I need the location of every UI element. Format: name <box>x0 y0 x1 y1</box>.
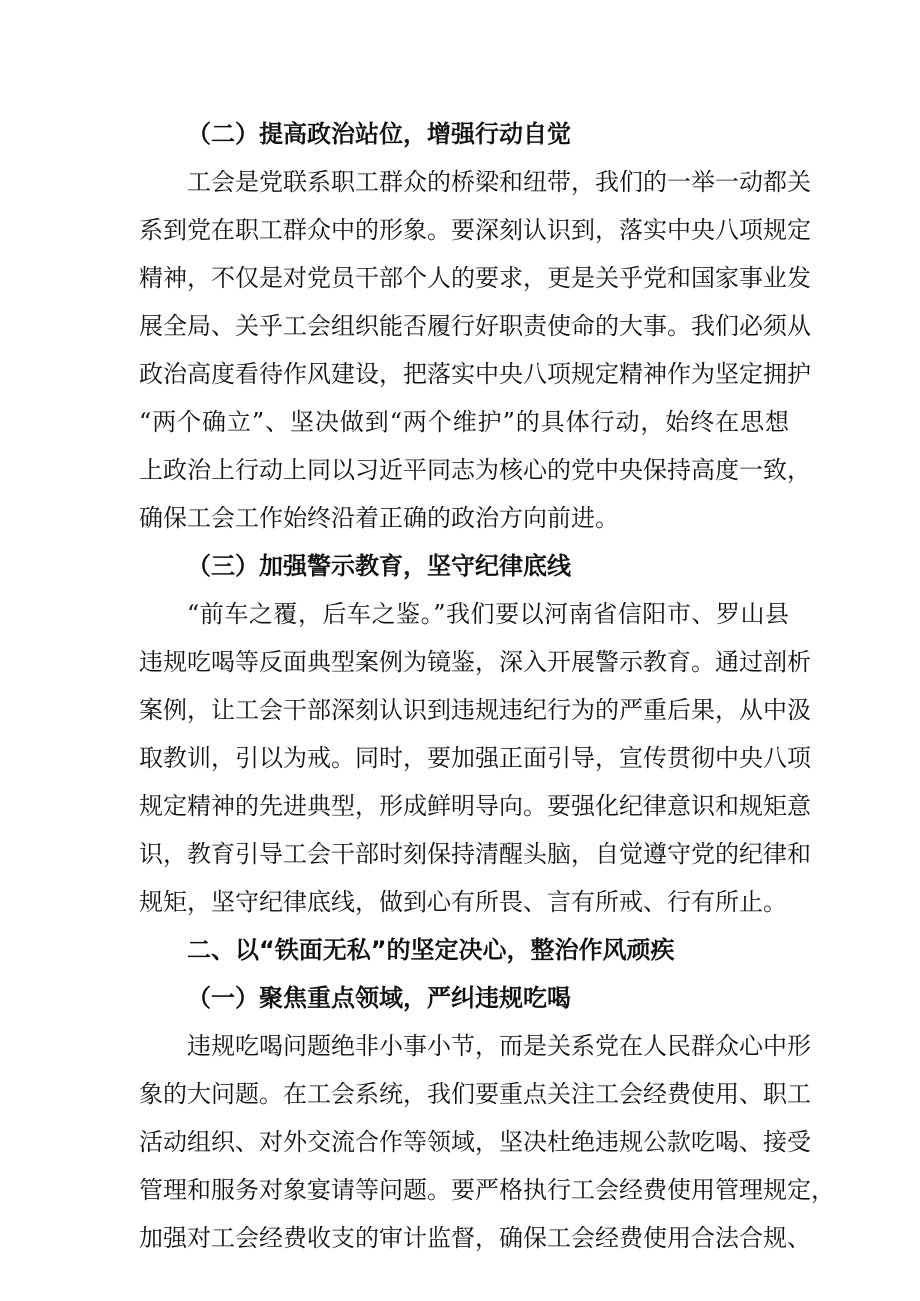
paragraph-line: 取教训，引以为戒。同时，要加强正面引导，宣传贯彻中央八项 <box>139 744 811 772</box>
paragraph <box>139 158 811 542</box>
document-body <box>139 110 835 1262</box>
paragraph-line: 确保工会工作始终沿着正确的政治方向前进。 <box>139 504 619 532</box>
paragraph-line: 政治高度看待作风建设，把落实中央八项规定精神作为坚定拥护 <box>139 360 811 388</box>
paragraph-line: 系到党在职工群众中的形象。要深刻认识到，落实中央八项规定 <box>139 216 811 244</box>
paragraph-line: “两个确立”、坚决做到“两个维护”的具体行动，始终在思想 <box>139 408 789 436</box>
paragraph-line: 违规吃喝等反面典型案例为镜鉴，深入开展警示教育。通过剖析 <box>139 648 811 676</box>
paragraph-line: 规定精神的先进典型，形成鲜明导向。要强化纪律意识和规矩意 <box>139 792 811 820</box>
paragraph-line: 识，教育引导工会干部时刻保持清醒头脑，自觉遵守党的纪律和 <box>139 840 811 868</box>
paragraph-line: 精神，不仅是对党员干部个人的要求，更是关乎党和国家事业发 <box>139 264 811 292</box>
paragraph <box>139 1022 835 1262</box>
section-heading: 二、以“铁面无私”的坚定决心，整治作风顽疾 <box>187 936 675 964</box>
paragraph-line: 活动组织、对外交流合作等领域，坚决杜绝违规公款吃喝、接受 <box>139 1128 811 1156</box>
paragraph-line: 上政治上行动上同以习近平同志为核心的党中央保持高度一致， <box>139 456 811 484</box>
paragraph-line: 工会是党联系职工群众的桥梁和纽带，我们的一举一动都关 <box>187 168 811 196</box>
paragraph <box>139 590 811 926</box>
paragraph-line: 违规吃喝问题绝非小事小节，而是关系党在人民群众心中形 <box>187 1032 811 1060</box>
paragraph-line: 加强对工会经费收支的审计监督，确保工会经费使用合法合规、 <box>139 1224 811 1252</box>
paragraph-line: 象的大问题。在工会系统，我们要重点关注工会经费使用、职工 <box>139 1080 811 1108</box>
paragraph-line: 管理和服务对象宴请等问题。要严格执行工会经费使用管理规定， <box>139 1176 835 1204</box>
subsection-heading: （一）聚焦重点领域，严纠违规吃喝 <box>187 984 571 1012</box>
paragraph-line: 案例，让工会干部深刻认识到违规违纪行为的严重后果，从中汲 <box>139 696 811 724</box>
paragraph-line: “前车之覆，后车之鉴。”我们要以河南省信阳市、罗山县 <box>187 600 789 628</box>
paragraph-line: 展全局、关乎工会组织能否履行好职责使命的大事。我们必须从 <box>139 312 811 340</box>
paragraph-line: 规矩，坚守纪律底线，做到心有所畏、言有所戒、行有所止。 <box>139 888 787 916</box>
subsection-heading: （三）加强警示教育，坚守纪律底线 <box>187 552 571 580</box>
subsection-heading: （二）提高政治站位，增强行动自觉 <box>187 120 571 148</box>
